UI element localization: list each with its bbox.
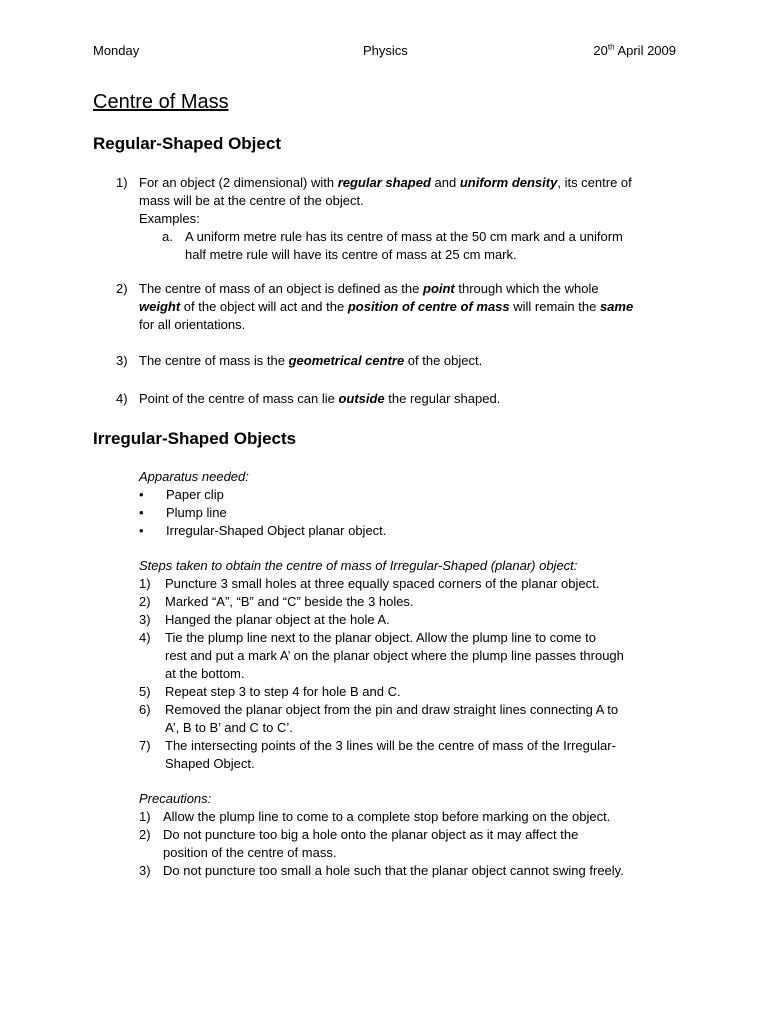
bullet-icon: • [139,523,144,538]
step-item [139,701,699,737]
header-subject: Physics [363,43,408,58]
example-a: a. A uniform metre rule has its centre of mass at the 50 cm mark and a uniform half metre rule will have its centre of mass at 25 cm mark. [162,229,623,262]
precautions-label: Precautions: [139,791,212,806]
item-number: 3) [139,612,151,627]
item-text: Shaped Object. [165,756,255,771]
regular-item-1 [116,174,686,264]
item-number: 2) [116,281,128,296]
item-number: 1) [139,576,151,591]
item-number: 5) [139,684,151,699]
item-number: 3) [139,863,151,878]
step-item [139,575,699,593]
header-day: Monday [93,43,140,58]
precaution-item [139,862,699,880]
section-heading-irregular: Irregular-Shaped Objects [93,429,297,448]
item-text: position of the centre of mass. [163,845,337,860]
precaution-item [139,826,699,862]
step-item [139,611,699,629]
item-number: 4) [116,391,128,406]
page-header [93,42,676,60]
bullet-icon: • [139,505,144,520]
item-text: Allow the plump line to come to a complete stop before marking on the object. [163,809,611,824]
page-title: Centre of Mass [93,91,229,113]
step-item [139,593,699,611]
item-text: Do not puncture too small a hole such that the planar object cannot swing freely. [163,863,624,878]
regular-item-3: 3) The centre of mass is the geometrical centre of the object. [116,353,483,368]
item-text: Removed the planar object from the pin and draw straight lines connecting A to [165,702,619,717]
bullet-icon: • [139,487,144,502]
header-date: 20th April 2009 [593,42,676,58]
item-text: Repeat step 3 to step 4 for hole B and C. [165,684,401,699]
regular-item-4: 4) Point of the centre of mass can lie outside the regular shaped. [116,391,501,406]
item-number: 7) [139,738,151,753]
item-text: A’, B to B’ and C to C’. [165,720,293,735]
item-number: 2) [139,827,151,842]
steps-label: Steps taken to obtain the centre of mass of Irregular-Shaped (planar) object: [139,558,578,573]
steps-section [139,557,699,773]
step-item [139,629,699,683]
apparatus-item: • Plump line [139,505,227,520]
item-number: 1) [139,809,151,824]
item-text: rest and put a mark A’ on the planar object where the plump line passes through [165,648,624,663]
step-item [139,737,699,773]
item-text: For an object (2 dimensional) with regular shaped and uniform density, its centre of [139,175,632,190]
examples-label: Examples: [139,211,200,226]
item-number: 2) [139,594,151,609]
apparatus-item: • Irregular-Shaped Object planar object. [139,523,387,538]
item-number: 4) [139,630,151,645]
item-number: 1) [116,175,128,190]
item-text: The intersecting points of the 3 lines will be the centre of mass of the Irregular- [165,738,616,753]
item-text: Hanged the planar object at the hole A. [165,612,390,627]
apparatus-item: • Paper clip [139,487,224,502]
item-number: 3) [116,353,128,368]
precaution-item [139,808,699,826]
apparatus-label: Apparatus needed: [139,469,249,484]
item-number: 6) [139,702,151,717]
step-item [139,683,699,701]
section-heading-regular: Regular-Shaped Object [93,134,281,153]
apparatus-section [139,468,699,540]
item-text: Marked “A”, “B” and “C” beside the 3 holes. [165,594,414,609]
item-text: Puncture 3 small holes at three equally spaced corners of the planar object. [165,576,600,591]
item-text: Do not puncture too big a hole onto the planar object as it may affect the [163,827,579,842]
item-text: mass will be at the centre of the object. [139,193,364,208]
item-text: Tie the plump line next to the planar object. Allow the plump line to come to [165,630,596,645]
precautions-section [139,790,699,880]
item-text: at the bottom. [165,666,245,681]
regular-item-2: 2) The centre of mass of an object is defined as the point through which the whole weight of the object will act and the position of centre of mass will remain the same for all orientations. [116,281,634,332]
